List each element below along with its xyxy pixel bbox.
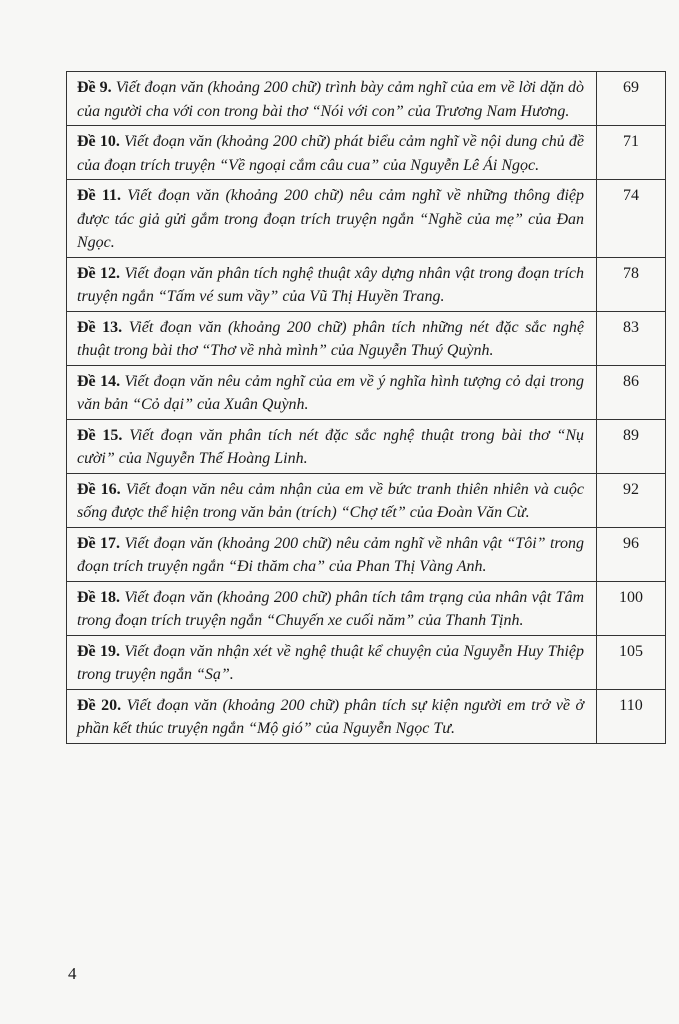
table-row [67,635,666,689]
entry-label: Đề 12. [77,264,121,282]
entry-text: Viết đoạn văn phân tích nét đặc sắc nghệ thuật trong bài thơ “Nụ cười” của Nguyễn Thế Hoàng Linh. [77,426,585,467]
entry-page: 74 [597,180,666,258]
table-row [67,126,666,180]
entry-label: Đề 17. [77,534,121,552]
entry-page: 100 [597,581,666,635]
table-row [67,689,666,743]
table-row [67,419,666,473]
entry-page: 83 [597,311,666,365]
entry-label: Đề 14. [77,372,121,390]
entry-text: Viết đoạn văn (khoảng 200 chữ) trình bày cảm nghĩ của em về lời dặn dò của người cha với con trong bài thơ “Nói với con” của Trương Nam Hương. [77,79,585,120]
entry-page: 96 [597,527,666,581]
entry-text: Viết đoạn văn (khoảng 200 chữ) phân tích tâm trạng của nhân vật Tâm trong đoạn trích truyện ngắn “Chuyến xe cuối năm” của Thanh Tịnh. [77,588,585,629]
entry-page: 86 [597,365,666,419]
entry-page: 105 [597,635,666,689]
entry-text: Viết đoạn văn (khoảng 200 chữ) nêu cảm nghĩ về nhân vật “Tôi” trong đoạn trích truyện ngắn “Đi thăm cha” của Phan Thị Vàng Anh. [77,534,585,575]
table-row [67,311,666,365]
page-number: 4 [68,964,77,983]
entry-description [67,126,597,180]
table-row [67,365,666,419]
entry-description [67,365,597,419]
entry-text: Viết đoạn văn nhận xét về nghệ thuật kể chuyện của Nguyễn Huy Thiệp trong truyện ngắn “Sạ”. [77,642,585,683]
entry-label: Đề 11. [77,187,121,204]
table-row [67,581,666,635]
entry-text: Viết đoạn văn (khoảng 200 chữ) phân tích sự kiện người em trở về ở phần kết thúc truyện ngắn “Mộ gió” của Nguyễn Ngọc Tư. [77,696,585,737]
table-row [67,180,666,258]
table-row [67,527,666,581]
entry-description [67,257,597,311]
entry-text: Viết đoạn văn nêu cảm nghĩ của em về ý nghĩa hình tượng cỏ dại trong văn bản “Cỏ dại” của Xuân Quỳnh. [77,372,584,413]
entry-text: Viết đoạn văn (khoảng 200 chữ) phân tích những nét đặc sắc nghệ thuật trong bài thơ “Thơ về nhà mình” của Nguyễn Thuý Quỳnh. [77,318,585,359]
entry-page: 110 [597,689,666,743]
table-row [67,257,666,311]
entry-page: 78 [597,257,666,311]
entry-label: Đề 16. [77,480,121,498]
entry-label: Đề 20. [77,696,122,714]
entry-label: Đề 13. [77,318,123,336]
entry-description [67,419,597,473]
entry-description [67,527,597,581]
entry-text: Viết đoạn văn phân tích nghệ thuật xây dựng nhân vật trong đoạn trích truyện ngắn “Tấm vé sum vầy” của Vũ Thị Huyền Trang. [77,264,585,305]
entry-page: 71 [597,126,666,180]
entry-description [67,311,597,365]
entry-description [67,473,597,527]
table-row [67,72,666,126]
entry-description [67,180,597,258]
entry-label: Đề 19. [77,642,121,660]
entry-label: Đề 15. [77,426,123,444]
entry-text: Viết đoạn văn (khoảng 200 chữ) nêu cảm nghĩ về những thông điệp được tác giả gửi gắm trong đoạn trích truyện ngắn “Nghề của mẹ” của Đan Ngọc. [77,187,585,251]
entry-text: Viết đoạn văn (khoảng 200 chữ) phát biểu cảm nghĩ về nội dung chủ đề của đoạn trích truyện “Về ngoại cắm câu cua” của Nguyễn Lê Ái Ngọc. [77,133,585,174]
entry-description [67,689,597,743]
entry-text: Viết đoạn văn nêu cảm nhận của em về bức tranh thiên nhiên và cuộc sống được thể hiện trong văn bản (trích) “Chợ tết” của Đoàn Văn Cừ. [77,480,585,521]
entry-description [67,635,597,689]
table-row [67,473,666,527]
entry-page: 92 [597,473,666,527]
entry-page: 69 [597,72,666,126]
entry-description [67,581,597,635]
table-of-contents [66,71,666,744]
entry-label: Đề 9. [77,79,112,96]
entry-label: Đề 18. [77,588,121,606]
toc-body [67,72,666,744]
entry-label: Đề 10. [77,133,120,150]
entry-description [67,72,597,126]
entry-page: 89 [597,419,666,473]
